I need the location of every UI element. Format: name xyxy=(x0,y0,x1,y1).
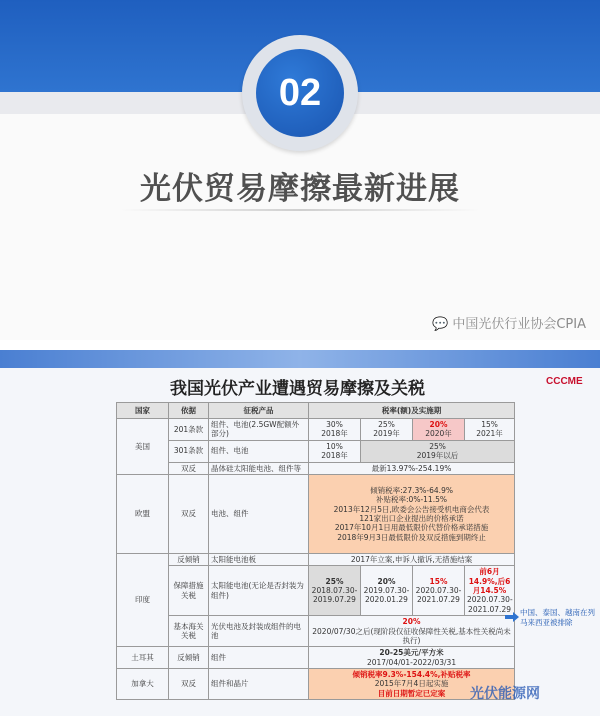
rate-cell: 25% 2018.07.30-2019.07.29 xyxy=(309,566,361,616)
header-country: 国家 xyxy=(117,403,169,419)
rate-cell: 最新13.97%-254.19% xyxy=(309,462,515,474)
slide2-title: 我国光伏产业遭遇贸易摩擦及关税 xyxy=(170,379,425,399)
table-row xyxy=(117,669,515,700)
country-india: 印度 xyxy=(117,553,169,646)
title-divider xyxy=(120,209,480,211)
slide-trade-table xyxy=(0,350,600,716)
country-canada: 加拿大 xyxy=(117,669,169,700)
basis-cell: 301条款 xyxy=(169,440,209,462)
product-cell: 组件、电池(2.5GW配额外部分) xyxy=(209,419,309,441)
product-cell: 晶体硅太阳能电池、组件等 xyxy=(209,462,309,474)
basis-cell: 双反 xyxy=(169,462,209,474)
table-row xyxy=(117,419,515,441)
rate-cell: 20-25美元/平方米 2017/04/01-2022/03/31 xyxy=(309,647,515,669)
table-row xyxy=(117,553,515,565)
table-row xyxy=(117,474,515,553)
rate-cell: 倾销税率9.3%-154.4%,补贴税率 2015年7月4日起实施 目前日期暂定已定案 xyxy=(309,669,515,700)
header-basis: 依据 xyxy=(169,403,209,419)
header-rate: 税率(额)及实施期 xyxy=(309,403,515,419)
country-turkey: 土耳其 xyxy=(117,647,169,669)
rate-cell: 20% 2020/07/30之后(现阶段仅征收保障性关税,基本性关税尚未执行) xyxy=(309,616,515,647)
product-cell: 组件 xyxy=(209,647,309,669)
country-usa: 美国 xyxy=(117,419,169,475)
table-row xyxy=(117,647,515,669)
product-cell: 组件和晶片 xyxy=(209,669,309,700)
rate-cell-highlight: 20% 2020年 xyxy=(413,419,465,441)
rate-cell: 25% 2019年以后 xyxy=(361,440,515,462)
wechat-icon: 💬 xyxy=(432,317,449,332)
rate-cell: 15% 2021年 xyxy=(465,419,515,441)
rate-cell: 10% 2018年 xyxy=(309,440,361,462)
section-number: 02 xyxy=(278,72,322,114)
slide-gap xyxy=(0,340,600,350)
watermark-bottom: 光伏能源网 xyxy=(470,686,540,702)
rate-cell: 15% 2020.07.30-2021.07.29 xyxy=(413,566,465,616)
rate-cell: 20% 2019.07.30-2020.01.29 xyxy=(361,566,413,616)
rate-cell: 前6月14.9%,后6月14.5% 2020.07.30-2021.07.29 xyxy=(465,566,515,616)
table-row xyxy=(117,566,515,616)
product-cell: 光伏电池及封装成组件的电池 xyxy=(209,616,309,647)
table-header-row xyxy=(117,403,515,419)
slide2-top-band xyxy=(0,350,600,368)
product-cell: 组件、电池 xyxy=(209,440,309,462)
section-title: 光伏贸易摩擦最新进展 xyxy=(140,171,460,207)
header-product: 征税产品 xyxy=(209,403,309,419)
product-cell: 太阳能电池(无论是否封装为组件) xyxy=(209,566,309,616)
rate-cell-eu: 倾销税率:27.3%-64.9% 补贴税率:0%-11.5% 2013年12月5日,欧委会公告接受机电商会代表 121家出口企业提出的价格承诺 2017年10月1日用最低限价代替价格承诺措施 2018年9月3日最低限价及双反措施到期终止 xyxy=(309,474,515,553)
basis-cell: 基本海关关税 xyxy=(169,616,209,647)
rate-cell: 25% 2019年 xyxy=(361,419,413,441)
table-row xyxy=(117,462,515,474)
cccme-logo xyxy=(546,376,586,396)
side-note: 中国、泰国、越南在列马来西亚被排除 xyxy=(520,608,595,627)
watermark-text: 中国光伏行业协会CPIA xyxy=(452,317,586,332)
basis-cell: 保障措施关税 xyxy=(169,566,209,616)
rate-cell: 30% 2018年 xyxy=(309,419,361,441)
product-cell: 太阳能电池板 xyxy=(209,553,309,565)
trade-friction-table xyxy=(116,402,515,700)
basis-cell: 双反 xyxy=(169,474,209,553)
product-cell: 电池、组件 xyxy=(209,474,309,553)
basis-cell: 反倾销 xyxy=(169,553,209,565)
basis-cell: 双反 xyxy=(169,669,209,700)
basis-cell: 反倾销 xyxy=(169,647,209,669)
country-eu: 欧盟 xyxy=(117,474,169,553)
logo-text: CCCME xyxy=(546,376,583,387)
table-row xyxy=(117,616,515,647)
slide-section-title xyxy=(0,0,600,340)
arrow-right-icon xyxy=(505,612,519,622)
table-row xyxy=(117,440,515,462)
watermark xyxy=(432,313,586,332)
basis-cell: 201条款 xyxy=(169,419,209,441)
rate-cell: 2017年立案,申诉人撤诉,无措施结案 xyxy=(309,553,515,565)
